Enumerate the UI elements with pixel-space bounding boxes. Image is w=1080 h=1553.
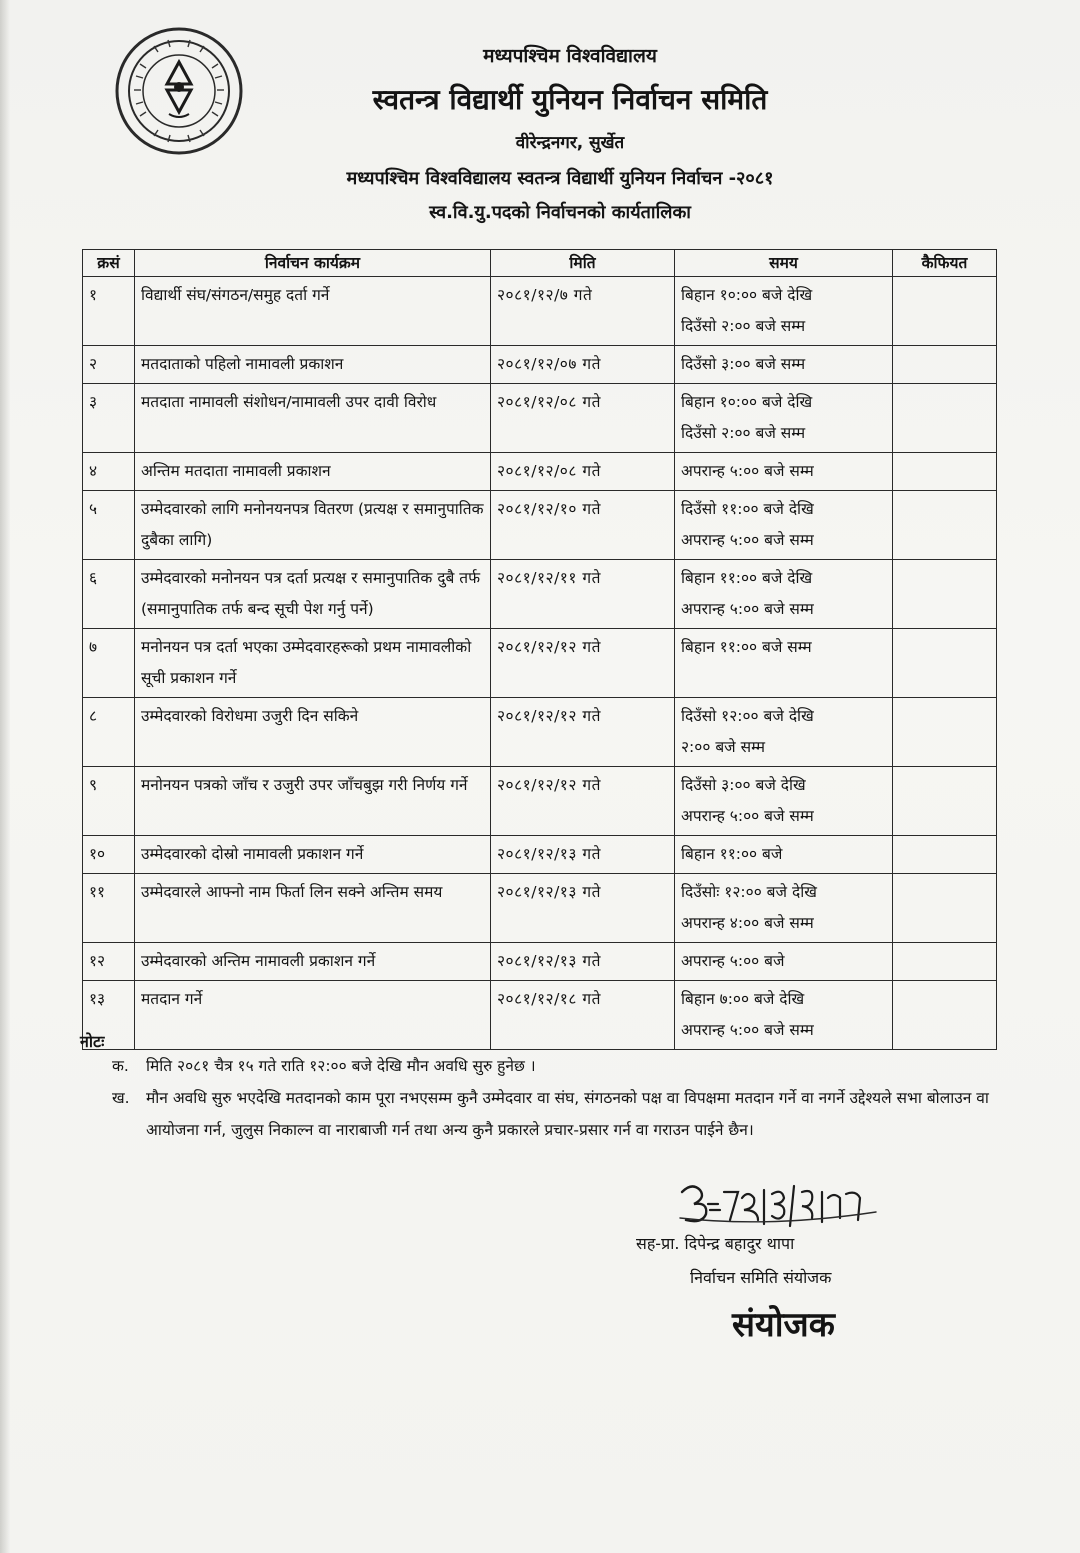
row-time-line: अपरान्ह ५:०० बजे सम्म xyxy=(681,462,814,480)
row-time xyxy=(675,836,893,874)
row-time xyxy=(675,981,893,1050)
row-program: उम्मेदवारले आफ्नो नाम फिर्ता लिन सक्ने अन्तिम समय xyxy=(135,874,491,943)
row-program: विद्यार्थी संघ/संगठन/समुह दर्ता गर्ने xyxy=(135,277,491,346)
row-program: मतदान गर्ने xyxy=(135,981,491,1050)
row-program: मनोनयन पत्रको जाँच र उजुरी उपर जाँचबुझ गरी निर्णय गर्ने xyxy=(135,767,491,836)
row-date: २०८१/१२/७ गते xyxy=(491,277,675,346)
table-row xyxy=(83,453,997,491)
table-row xyxy=(83,629,997,698)
row-serial: ११ xyxy=(83,874,135,943)
header-program: निर्वाचन कार्यक्रम xyxy=(135,250,491,277)
row-program: अन्तिम मतदाता नामावली प्रकाशन xyxy=(135,453,491,491)
row-time-line: अपरान्ह ५:०० बजे xyxy=(681,952,785,970)
row-time-line: दिउँसो ३:०० बजे सम्म xyxy=(681,355,806,373)
row-date: २०८१/१२/१२ गते xyxy=(491,767,675,836)
row-program: मतदाता नामावली संशोधन/नामावली उपर दावी विरोध xyxy=(135,384,491,453)
row-remarks xyxy=(893,629,997,698)
row-serial: ८ xyxy=(83,698,135,767)
row-time-line: दिउँसो ३:०० बजे देखि xyxy=(681,776,806,794)
row-date: २०८१/१२/०८ गते xyxy=(491,453,675,491)
row-time-line: बिहान ११:०० बजे सम्म xyxy=(681,638,812,656)
row-time xyxy=(675,277,893,346)
row-remarks xyxy=(893,277,997,346)
row-remarks xyxy=(893,384,997,453)
row-serial: ४ xyxy=(83,453,135,491)
row-date: २०८१/१२/०७ गते xyxy=(491,346,675,384)
header-remarks: कैफियत xyxy=(893,250,997,277)
note-marker: ख. xyxy=(112,1089,130,1107)
row-time-line: अपरान्ह ५:०० बजे सम्म xyxy=(681,807,814,825)
table-row xyxy=(83,981,997,1050)
row-time xyxy=(675,698,893,767)
row-remarks xyxy=(893,698,997,767)
row-program: उम्मेदवारको अन्तिम नामावली प्रकाशन गर्ने xyxy=(135,943,491,981)
row-time-line: बिहान ७:०० बजे देखि xyxy=(681,990,805,1008)
row-serial: १० xyxy=(83,836,135,874)
table-row xyxy=(83,560,997,629)
row-time xyxy=(675,629,893,698)
row-time-line: अपरान्ह ५:०० बजे सम्म xyxy=(681,531,814,549)
note-text: मौन अवधि सुरु भएदेखि मतदानको काम पूरा नभएसम्म कुनै उम्मेदवार वा संघ, संगठनको पक्ष वा विपक्षमा मतदान गर्ने वा नगर्ने उद्देश्यले सभा बोलाउन वा आयोजना गर्न, जुलुस निकाल्न वा नाराबाजी गर्न तथा अन्य कुनै प्रकारले प्रचार-प्रसार गर्न वा गराउन पाईने छैन। xyxy=(146,1089,989,1139)
row-remarks xyxy=(893,346,997,384)
row-time-line: २:०० बजे सम्म xyxy=(681,738,765,756)
row-program: उम्मेदवारको लागि मनोनयनपत्र वितरण (प्रत्यक्ष र समानुपातिक दुबैका लागि) xyxy=(135,491,491,560)
row-time xyxy=(675,560,893,629)
row-serial: १२ xyxy=(83,943,135,981)
note-item xyxy=(112,1082,1012,1146)
row-time-line: अपरान्ह ५:०० बजे सम्म xyxy=(681,1021,814,1039)
row-serial: ५ xyxy=(83,491,135,560)
election-schedule-table xyxy=(82,249,997,1050)
table-row xyxy=(83,836,997,874)
row-remarks xyxy=(893,491,997,560)
row-date: २०८१/१२/०८ गते xyxy=(491,384,675,453)
row-date: २०८१/१२/१३ गते xyxy=(491,943,675,981)
row-time-line: अपरान्ह ४:०० बजे सम्म xyxy=(681,914,814,932)
row-time-line: दिउँसोः १२:०० बजे देखि xyxy=(681,883,817,901)
row-time-line: बिहान ११:०० बजे xyxy=(681,845,783,863)
row-remarks xyxy=(893,560,997,629)
committee-name: स्वतन्त्र विद्यार्थी युनियन निर्वाचन समिति xyxy=(372,83,768,116)
row-serial: ७ xyxy=(83,629,135,698)
row-serial: १३ xyxy=(83,981,135,1050)
row-program: उम्मेदवारको दोस्रो नामावली प्रकाशन गर्ने xyxy=(135,836,491,874)
row-remarks xyxy=(893,836,997,874)
notes-heading: नोटः xyxy=(80,1032,105,1051)
page-edge-shadow xyxy=(0,0,10,1553)
row-time-line: बिहान १०:०० बजे देखि xyxy=(681,286,813,304)
office-location: वीरेन्द्रनगर, सुर्खेत xyxy=(515,133,625,153)
row-time-line: दिउँसो ११:०० बजे देखि xyxy=(681,500,814,518)
row-remarks xyxy=(893,453,997,491)
row-date: २०८१/१२/१३ गते xyxy=(491,874,675,943)
row-time-line: दिउँसो २:०० बजे सम्म xyxy=(681,424,806,442)
row-date: २०८१/१२/१२ गते xyxy=(491,629,675,698)
row-serial: १ xyxy=(83,277,135,346)
row-time-line: बिहान १०:०० बजे देखि xyxy=(681,393,813,411)
note-item xyxy=(112,1050,1012,1082)
header-serial: क्रसं xyxy=(83,250,135,277)
table-row xyxy=(83,277,997,346)
row-time xyxy=(675,874,893,943)
row-time-line: अपरान्ह ५:०० बजे सम्म xyxy=(681,600,814,618)
row-time xyxy=(675,491,893,560)
row-date: २०८१/१२/११ गते xyxy=(491,560,675,629)
row-program: मतदाताको पहिलो नामावली प्रकाशन xyxy=(135,346,491,384)
coordinator-stamp: संयोजक xyxy=(732,1305,835,1345)
row-time xyxy=(675,384,893,453)
row-program: उम्मेदवारको विरोधमा उजुरी दिन सकिने xyxy=(135,698,491,767)
row-date: २०८१/१२/१० गते xyxy=(491,491,675,560)
signatory-name: सह-प्रा. दिपेन्द्र बहादुर थापा xyxy=(636,1234,795,1253)
handwritten-signature xyxy=(676,1178,886,1228)
row-serial: २ xyxy=(83,346,135,384)
header-time: समय xyxy=(675,250,893,277)
header-date: मिति xyxy=(491,250,675,277)
table-row xyxy=(83,767,997,836)
row-remarks xyxy=(893,767,997,836)
table-header-row xyxy=(83,250,997,277)
row-serial: ३ xyxy=(83,384,135,453)
note-text: मिति २०८१ चैत्र १५ गते राति १२:०० बजे देखि मौन अवधि सुरु हुनेछ । xyxy=(146,1057,536,1075)
row-time xyxy=(675,346,893,384)
table-row xyxy=(83,874,997,943)
document-title: मध्यपश्चिम विश्वविद्यालय स्वतन्त्र विद्यार्थी युनियन निर्वाचन -२०८१ xyxy=(346,168,774,189)
row-date: २०८१/१२/१८ गते xyxy=(491,981,675,1050)
table-row xyxy=(83,384,997,453)
row-time xyxy=(675,943,893,981)
document-subtitle: स्व.वि.यु.पदको निर्वाचनको कार्यतालिका xyxy=(429,202,691,223)
table-row xyxy=(83,346,997,384)
table-row xyxy=(83,491,997,560)
row-date: २०८१/१२/१३ गते xyxy=(491,836,675,874)
row-remarks xyxy=(893,943,997,981)
university-name: मध्यपश्चिम विश्वविद्यालय xyxy=(483,45,657,67)
row-program: उम्मेदवारको मनोनयन पत्र दर्ता प्रत्यक्ष र समानुपातिक दुबै तर्फ (समानुपातिक तर्फ बन्द सूची पेश गर्नु पर्ने) xyxy=(135,560,491,629)
row-program: मनोनयन पत्र दर्ता भएका उम्मेदवारहरूको प्रथम नामावलीको सूची प्रकाशन गर्ने xyxy=(135,629,491,698)
row-time-line: दिउँसो २:०० बजे सम्म xyxy=(681,317,806,335)
note-marker: क. xyxy=(112,1057,129,1075)
row-time-line: बिहान ११:०० बजे देखि xyxy=(681,569,813,587)
row-remarks xyxy=(893,874,997,943)
table-row xyxy=(83,698,997,767)
row-time xyxy=(675,767,893,836)
row-date: २०८१/१२/१२ गते xyxy=(491,698,675,767)
row-time xyxy=(675,453,893,491)
row-remarks xyxy=(893,981,997,1050)
signatory-role: निर्वाचन समिति संयोजक xyxy=(690,1268,832,1287)
row-time-line: दिउँसो १२:०० बजे देखि xyxy=(681,707,814,725)
row-serial: ९ xyxy=(83,767,135,836)
table-row xyxy=(83,943,997,981)
row-serial: ६ xyxy=(83,560,135,629)
